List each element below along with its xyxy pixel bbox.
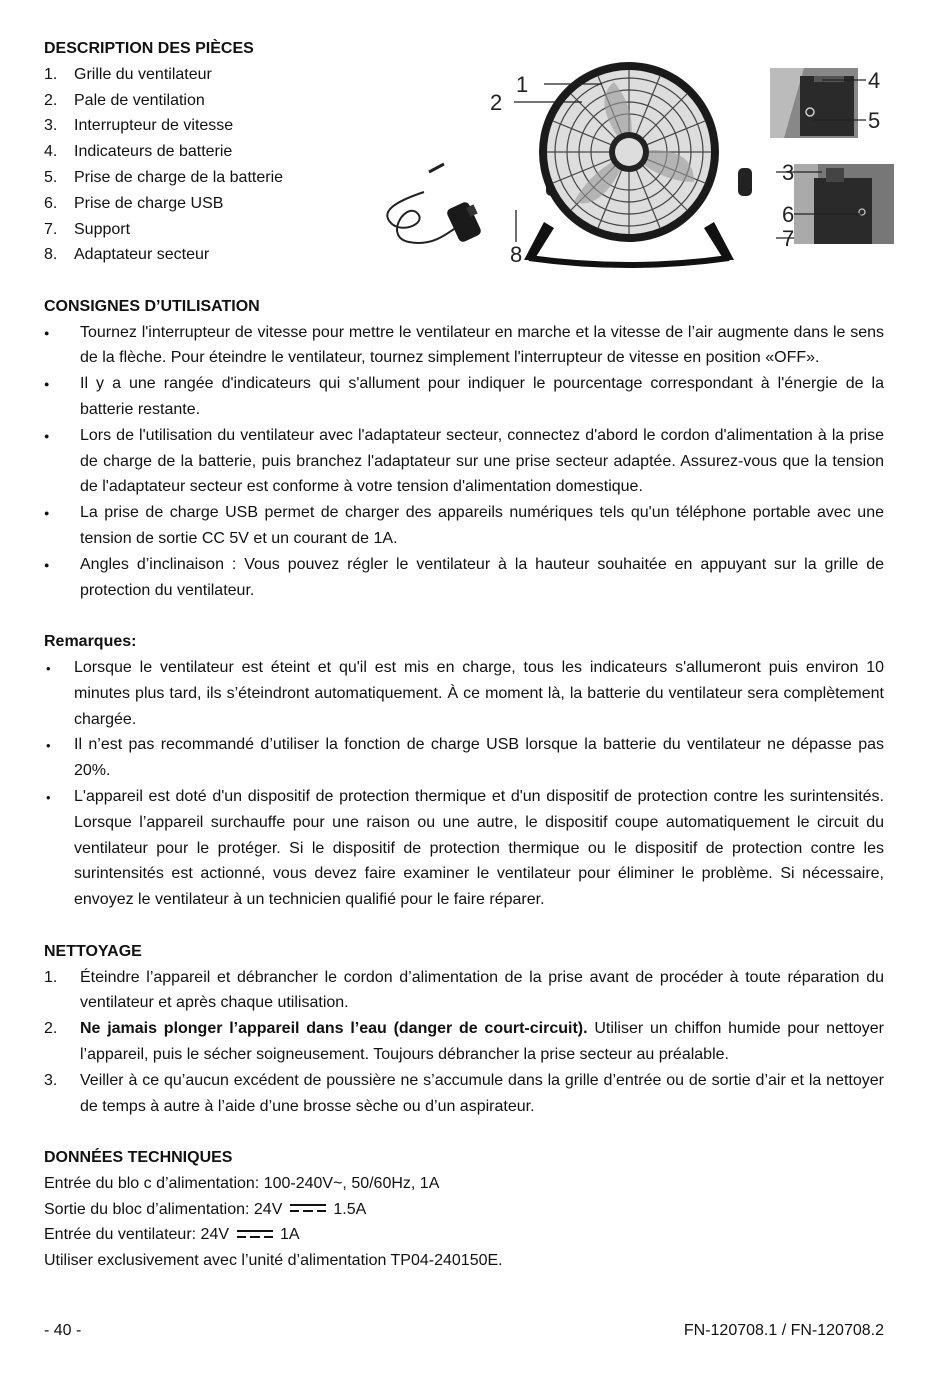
parts-section (44, 36, 884, 268)
tech-line: Entrée du blo c d’alimentation: 100-240V~, 50/60Hz, 1A (44, 1174, 440, 1192)
fan-illustration (524, 62, 752, 265)
dc-symbol-icon (290, 1203, 326, 1213)
tech-line: Utiliser exclusivement avec l’unité d’alimentation TP04-240150E. (44, 1252, 503, 1270)
bullet-icon: ● (44, 327, 50, 338)
remarks-heading: Remarques: (44, 633, 137, 651)
item-number: 8. (44, 246, 58, 264)
usage-list (44, 320, 884, 604)
dc-symbol-icon (237, 1229, 273, 1239)
usage-heading: CONSIGNES D’UTILISATION (44, 297, 260, 315)
cleaning-heading: NETTOYAGE (44, 942, 142, 960)
list-item (44, 965, 884, 1017)
bullet-icon: ● (44, 430, 50, 441)
adapter-illustration (387, 164, 482, 243)
item-number: 1. (44, 65, 58, 83)
bullet-icon: ● (44, 379, 50, 390)
bullet-icon: • (46, 738, 51, 754)
remarks-list (44, 655, 884, 913)
usage-section (44, 294, 884, 604)
callout-label: 5 (868, 108, 881, 133)
item-label: Indicateurs de batterie (74, 143, 233, 161)
usb-detail-photo (794, 164, 894, 244)
item-number: 7. (44, 220, 58, 238)
list-item-text: La prise de charge USB permet de charger des appareils numériques tels qu'un téléphone portable avec une tension de sortie CC 5V et un courant de 1A. (80, 504, 884, 547)
item-number: 4. (44, 143, 58, 161)
item-label: Adaptateur secteur (74, 246, 210, 264)
list-item (44, 655, 884, 732)
tech-line (44, 1197, 884, 1223)
bullet-icon: • (46, 660, 51, 676)
tech-line-label: Sortie du bloc d’alimentation: 24V (44, 1200, 283, 1218)
cleaning-list (44, 965, 884, 1120)
tech-line-value: 1.5A (333, 1200, 367, 1218)
warning-text: Ne jamais plonger l’appareil dans l’eau (danger de court-circuit). (80, 1020, 588, 1038)
fan-parts-figure (374, 62, 881, 268)
bullet-icon: • (46, 789, 51, 805)
tech-heading: DONNÉES TECHNIQUES (44, 1149, 233, 1167)
page-footer (44, 1318, 884, 1344)
item-label: Pale de ventilation (74, 91, 205, 109)
tech-section (44, 1145, 884, 1274)
tech-line (44, 1222, 884, 1248)
item-number: 1. (44, 968, 58, 986)
item-rest-text: Utiliser un chiffon humide pour nettoyer l’appareil, puis le sécher soigneusement. Toujours débrancher la prise secteur au préalable. (80, 1020, 884, 1063)
item-number: 3. (44, 1071, 58, 1089)
list-item (44, 371, 884, 423)
item-label: Interrupteur de vitesse (74, 117, 234, 135)
callout-label: 6 (782, 202, 795, 227)
list-item (44, 1068, 884, 1120)
tech-line-label: Entrée du ventilateur: 24V (44, 1226, 230, 1244)
list-item (44, 732, 884, 784)
callout-label: 8 (510, 242, 523, 267)
item-number: 6. (44, 194, 58, 212)
bullet-icon: ● (44, 559, 50, 570)
list-item-text: Tournez l'interrupteur de vitesse pour mettre le ventilateur en marche et la vitesse de l’air augmente dans le sens de la flèche. Pour éteindre le ventilateur, tournez simplement l'interrupteur de vitesse en position «OFF». (80, 323, 884, 367)
list-item-text: L'appareil est doté d'un dispositif de protection thermique et d'un dispositif de protection contre les surintensités. Lorsque l’appareil surchauffe pour une raison ou une autre, le dispositif coupe automatiquement le circuit du ventilateur pour le protéger. Si le dispositif de protection thermique ou le dispositif de protection contre les surintensités est actionné, vous devez faire examiner le ventilateur pour éliminer le problème. Si nécessaire, envoyez le ventilateur à un technicien qualifié pour le faire réparer. (74, 787, 884, 909)
list-item-text (80, 1016, 884, 1068)
list-item (44, 320, 884, 372)
list-item (44, 1016, 884, 1068)
manual-page (44, 36, 884, 1274)
callout-label: 3 (782, 160, 795, 185)
list-item (44, 423, 884, 500)
item-label: Prise de charge de la batterie (74, 168, 284, 186)
list-item-text: Éteindre l’appareil et débrancher le cordon d’alimentation de la prise avant de procéder à toute réparation du ventilateur et après chaque utilisation. (80, 968, 884, 1012)
item-label: Grille du ventilateur (74, 65, 212, 83)
list-item-text: Lors de l'utilisation du ventilateur avec l'adaptateur secteur, connectez d'abord le cordon d'alimentation à la prise de charge de la batterie, puis branchez l'adaptateur sur une prise secteur adaptée. Assurez-vous que la tension de l'adaptateur secteur est conforme à votre tension d'alimentation domestique. (80, 426, 884, 496)
list-item-text: Il n’est pas recommandé d’utiliser la fonction de charge USB lorsque la batterie du ventilateur ne dépasse pas 20%. (74, 736, 884, 780)
callout-label: 4 (868, 68, 881, 93)
bullet-icon: ● (44, 508, 50, 519)
cleaning-section (44, 939, 884, 1120)
list-item (44, 784, 884, 913)
tech-line-value: 1A (280, 1226, 300, 1244)
remarks-section (44, 629, 884, 913)
list-item (44, 552, 884, 604)
parts-heading: DESCRIPTION DES PIÈCES (44, 40, 254, 57)
callout-label: 2 (490, 90, 503, 115)
battery-detail-photo (770, 68, 858, 138)
item-label: Support (74, 220, 131, 238)
callout-label: 7 (782, 226, 795, 251)
model-number: FN-120708.1 / FN-120708.2 (683, 1322, 884, 1339)
list-item-text: Lorsque le ventilateur est éteint et qu'il est mis en charge, tous les indicateurs s'allumeront puis environ 10 minutes plus tard, ils s’éteindront automatiquement. À ce moment là, la batterie du ventilateur sera complètement chargée. (74, 658, 884, 728)
item-number: 3. (44, 117, 58, 135)
list-item (44, 500, 884, 552)
list-item-text: Angles d’inclinaison : Vous pouvez régler le ventilateur à la hauteur souhaitée en appuyant sur la grille de protection du ventilateur. (80, 555, 884, 599)
page-number: - 40 - (44, 1322, 82, 1339)
item-label: Prise de charge USB (74, 194, 224, 212)
callout-label: 1 (516, 72, 529, 97)
list-item-text: Veiller à ce qu’aucun excédent de poussière ne s’accumule dans la grille d’entrée ou de sortie d’air et la nettoyer de temps à autre à l’aide d’une brosse sèche ou d’un aspirateur. (80, 1071, 884, 1115)
item-number: 5. (44, 168, 58, 186)
list-item-text: Il y a une rangée d'indicateurs qui s'allument pour indiquer le pourcentage correspondant à l'énergie de la batterie restante. (80, 375, 884, 418)
item-number: 2. (44, 1020, 58, 1038)
item-number: 2. (44, 91, 58, 109)
